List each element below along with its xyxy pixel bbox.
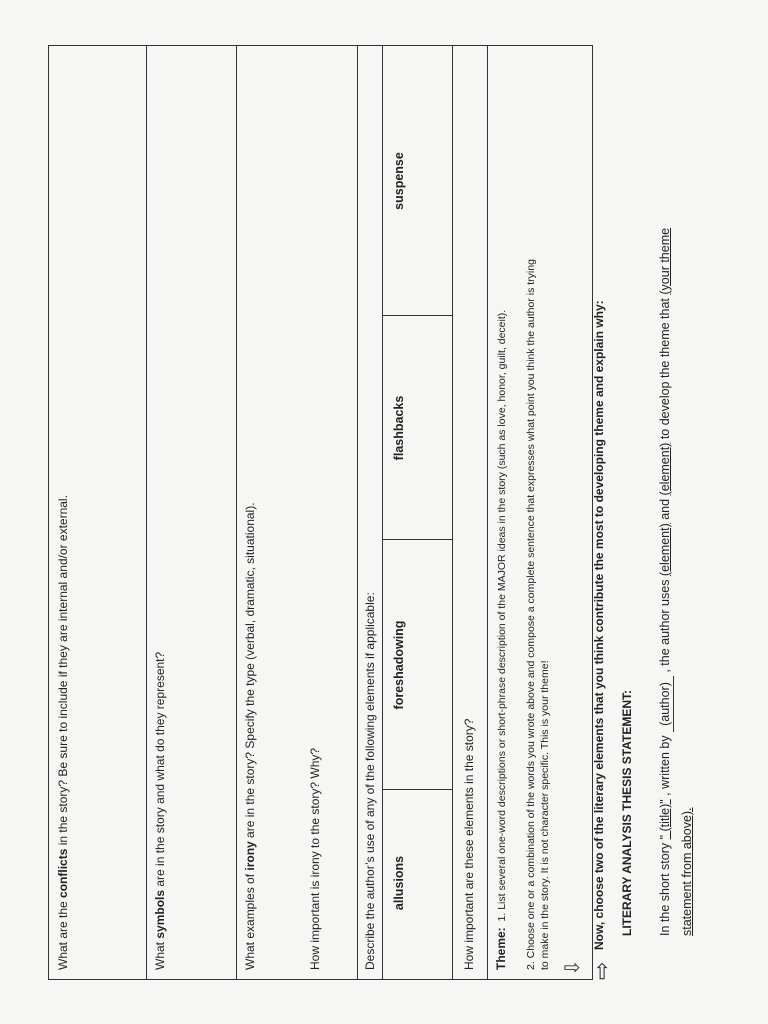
thesis-heading: LITERARY ANALYSIS THESIS STATEMENT:: [620, 689, 634, 936]
title-blank[interactable]: " (title)": [658, 799, 672, 840]
column-header-suspense: suspense: [392, 152, 406, 210]
column-header-allusions: allusions: [392, 855, 406, 911]
column-header-foreshadowing: foreshadowing: [392, 620, 406, 710]
theme-blank[interactable]: (your theme: [658, 227, 672, 295]
symbols-question: What symbols are in the story and what do they represent?: [153, 651, 167, 970]
elements-instruction: Describe the author’s use of any of the following elements if applicable:: [363, 592, 377, 970]
arrow-right-icon: ⇨: [589, 961, 614, 980]
row-divider: [146, 45, 147, 980]
theme-step-two-line-one: 2. Choose one or a combination of the words you wrote above and compose a complete sentence that expresses what point you think the author is trying: [525, 259, 537, 970]
row-divider: [487, 45, 488, 980]
author-blank[interactable]: (author): [658, 676, 674, 732]
arrow-down-icon: ⇩: [562, 959, 584, 976]
column-header-flashbacks: flashbacks: [392, 395, 406, 461]
row-divider: [452, 45, 453, 980]
row-divider: [357, 45, 358, 980]
theme-step-one: Theme: 1. List several one-word descriptions or short-phrase description of the MAJOR ideas in the story (such as love, honor, guilt, deceit).: [494, 309, 508, 970]
element-blank-two[interactable]: (element): [658, 442, 672, 496]
element-blank-one[interactable]: (element): [658, 523, 672, 577]
row-divider: [382, 45, 383, 980]
thesis-statement: In the short story " (title)" , written by (author) , the author uses (element) and (element) to develop the theme that (your theme: [658, 227, 672, 936]
irony-importance-question: How important is irony to the story? Why?: [308, 747, 322, 970]
elements-importance-question: How important are these elements in the story?: [462, 718, 476, 970]
conflicts-question: What are the conflicts in the story? Be sure to include if they are internal and/or external.: [56, 495, 70, 970]
theme-step-two-line-two: to make in the story. It is not character specific. This is your theme!: [539, 660, 551, 970]
theme-blank-continued[interactable]: statement from above).: [680, 807, 694, 936]
irony-question: What examples of irony are in the story? Specify the type (verbal, dramatic, situational).: [243, 502, 257, 970]
choose-elements-instruction: Now, choose two of the literary elements that you think contribute the most to developing theme and explain why:: [592, 300, 606, 950]
row-divider: [236, 45, 237, 980]
